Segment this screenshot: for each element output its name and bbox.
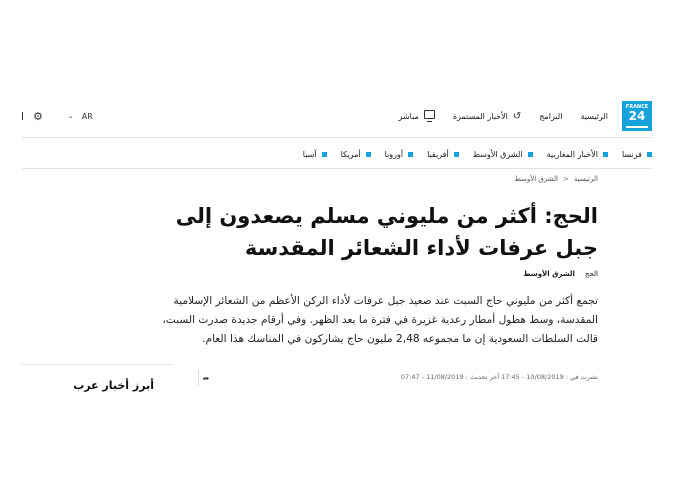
square-bullet-icon xyxy=(322,152,327,157)
chevron-down-icon[interactable]: ⌄ xyxy=(67,112,74,120)
article-tags xyxy=(513,268,598,280)
region-middle-east[interactable]: الشرق الأوسط xyxy=(473,150,533,159)
tag-middle-east[interactable]: الشرق الأوسط xyxy=(523,270,575,278)
region-france[interactable]: فرنسا xyxy=(622,150,652,159)
main-nav xyxy=(381,110,608,122)
header-divider xyxy=(22,137,652,138)
sidebar-title: أبرز أخبار عرب xyxy=(73,379,154,392)
language-selector[interactable]: AR xyxy=(81,111,93,121)
square-bullet-icon xyxy=(603,152,608,157)
header-tools xyxy=(22,98,93,134)
square-bullet-icon xyxy=(528,152,533,157)
breadcrumb xyxy=(514,173,598,185)
article-headline: الحج: أكثر من مليوني مسلم يصعدون إلى جبل عرفات لأداء الشعائر المقدسة xyxy=(175,204,598,260)
nav-live[interactable]: مباشر xyxy=(399,110,435,122)
region-europe[interactable]: أوروبا xyxy=(385,150,413,159)
breadcrumb-separator: > xyxy=(563,175,569,183)
square-bullet-icon xyxy=(408,152,413,157)
nav-programs[interactable]: البرامج xyxy=(539,111,563,121)
region-asia[interactable]: آسيا xyxy=(303,150,327,159)
region-maghreb[interactable]: الأخبار المغاربية xyxy=(547,150,608,159)
square-bullet-icon xyxy=(366,152,371,157)
france24-logo[interactable]: FRANCE 24 xyxy=(622,101,652,131)
share-icon[interactable]: ➦ xyxy=(198,370,213,386)
breadcrumb-home[interactable]: الرئيسية xyxy=(573,175,598,183)
article-lead: تجمع أكثر من مليوني حاج السبت عند صعيد جبل عرفات لأداء الركن الأعظم من الشعائر الإسلامية المقدسة، وسط هطول أمطار رعدية غزيرة في فترة ما بعد الظهر. وفي أرقام جديدة صدرت السبت، قالت السلطات السعودية إن ما مجموعه 2,48 مليون حاج يشاركون في المناسك هذا العام. xyxy=(162,295,598,345)
region-nav xyxy=(22,144,652,164)
sidebar-box xyxy=(22,364,174,395)
nav-continuous-news[interactable]: ↺ الأخبار المستمرة xyxy=(452,110,522,122)
nav-home[interactable]: الرئيسية xyxy=(580,111,608,121)
region-africa[interactable]: أفريقيا xyxy=(427,150,459,159)
tag-hajj[interactable]: الحج xyxy=(584,270,598,278)
publish-meta: نشرت في : 10/08/2019 - 17:45 آخر تحديث : 11/08/2019 - 07:47 xyxy=(400,373,598,381)
top-header xyxy=(22,98,652,134)
gear-icon[interactable]: ⚙ xyxy=(33,109,43,123)
region-divider xyxy=(22,168,652,169)
square-bullet-icon xyxy=(454,152,459,157)
menu-edge-icon[interactable] xyxy=(22,112,23,120)
region-america[interactable]: أمريكا xyxy=(341,150,371,159)
history-icon: ↺ xyxy=(512,110,522,122)
square-bullet-icon xyxy=(647,152,652,157)
breadcrumb-current[interactable]: الشرق الأوسط xyxy=(514,175,558,183)
tv-icon xyxy=(424,110,435,122)
